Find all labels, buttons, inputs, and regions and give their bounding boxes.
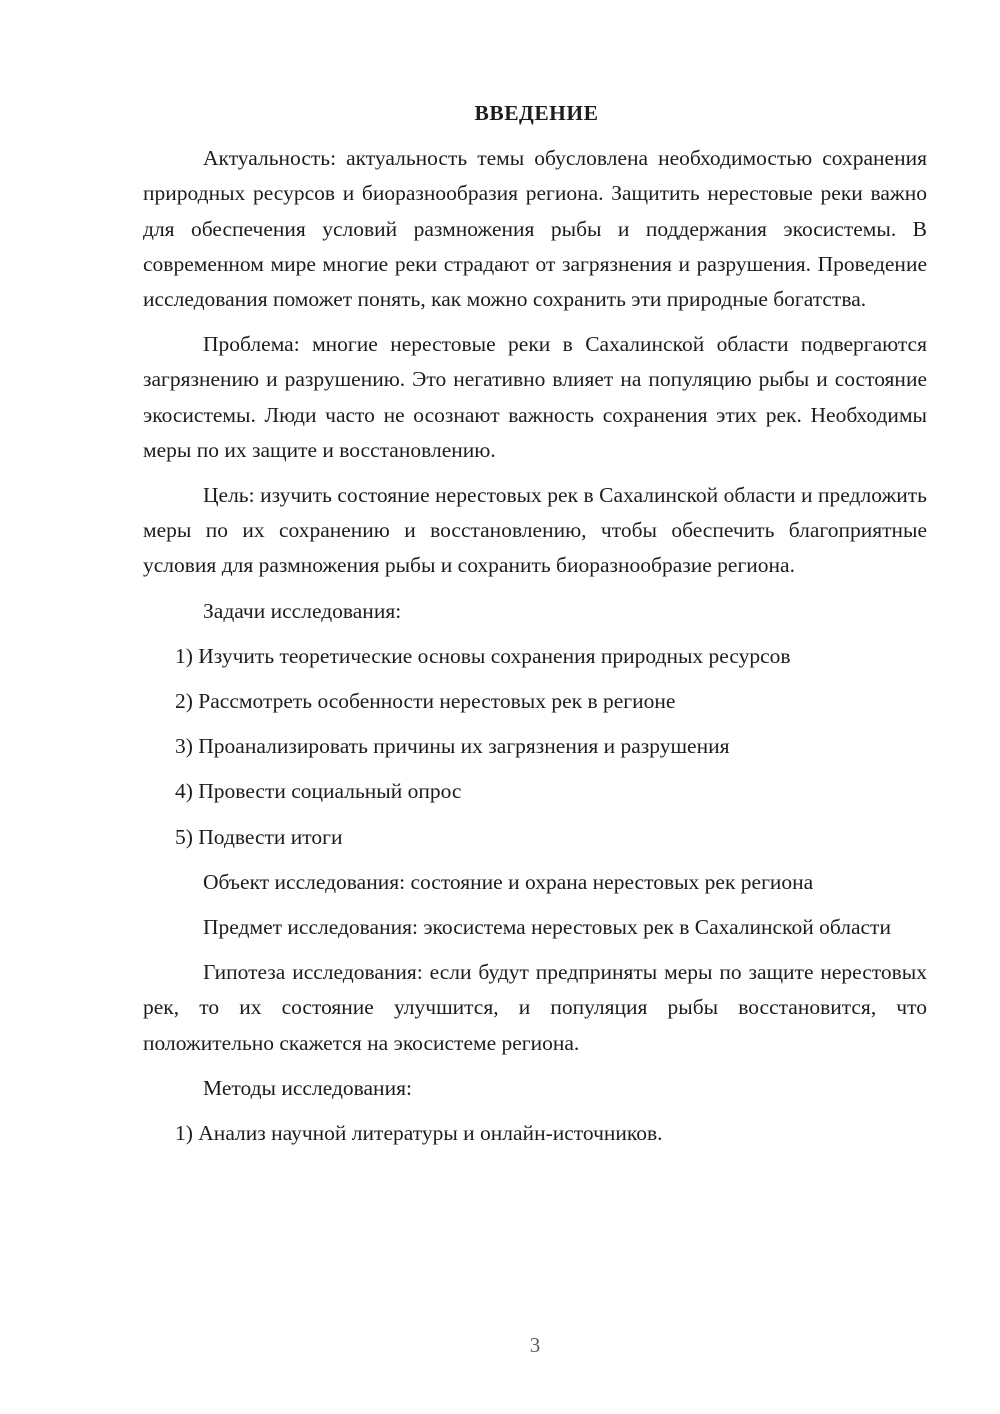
task-item: 1) Изучить теоретические основы сохранения природных ресурсов [175,643,791,668]
method-item: 1) Анализ научной литературы и онлайн-источников. [175,1121,663,1146]
relevance-paragraph: Актуальность: актуальность темы обусловлена необходимостью сохранения природных ресурсов и биоразнообразия региона. Защитить нерестовые реки важно для обеспечения условий размножения рыбы и поддержания экосистемы. В современном мире многие реки страдают от загрязнения и разрушения. Проведение исследования поможет понять, как можно сохранить эти природные богатства. [143,146,927,312]
task-item: 2) Рассмотреть особенности нерестовых рек в регионе [175,689,676,714]
page-content [143,96,927,1161]
hypothesis-paragraph: Гипотеза исследования: если будут предприняты меры по защите нерестовых рек, то их состояние улучшится, и популяция рыбы восстановится, что положительно скажется на экосистеме региона. [143,960,927,1055]
task-item: 3) Проанализировать причины их загрязнения и разрушения [175,734,730,759]
section-title: ВВЕДЕНИЕ [474,101,599,125]
problem-paragraph: Проблема: многие нерестовые реки в Сахалинской области подвергаются загрязнению и разрушению. Это негативно влияет на популяцию рыбы и состояние экосистемы. Люди часто не осознают важность сохранения этих рек. Необходимы меры по их защите и восстановлению. [143,332,927,462]
subject-paragraph: Предмет исследования: экосистема нерестовых рек в Сахалинской области [203,915,891,940]
tasks-heading: Задачи исследования: [203,598,402,623]
page-number: 3 [529,1333,541,1357]
goal-paragraph: Цель: изучить состояние нерестовых рек в Сахалинской области и предложить меры по их сохранению и восстановлению, чтобы обеспечить благоприятные условия для размножения рыбы и сохранить биоразнообразие региона. [143,483,927,578]
task-item: 5) Подвести итоги [175,824,343,849]
tasks-list [143,639,927,855]
task-item: 4) Провести социальный опрос [175,779,462,804]
methods-list [143,1116,927,1151]
object-line: Объект исследования: состояние и охрана нерестовых рек региона [203,869,814,894]
methods-heading: Методы исследования: [203,1075,412,1100]
